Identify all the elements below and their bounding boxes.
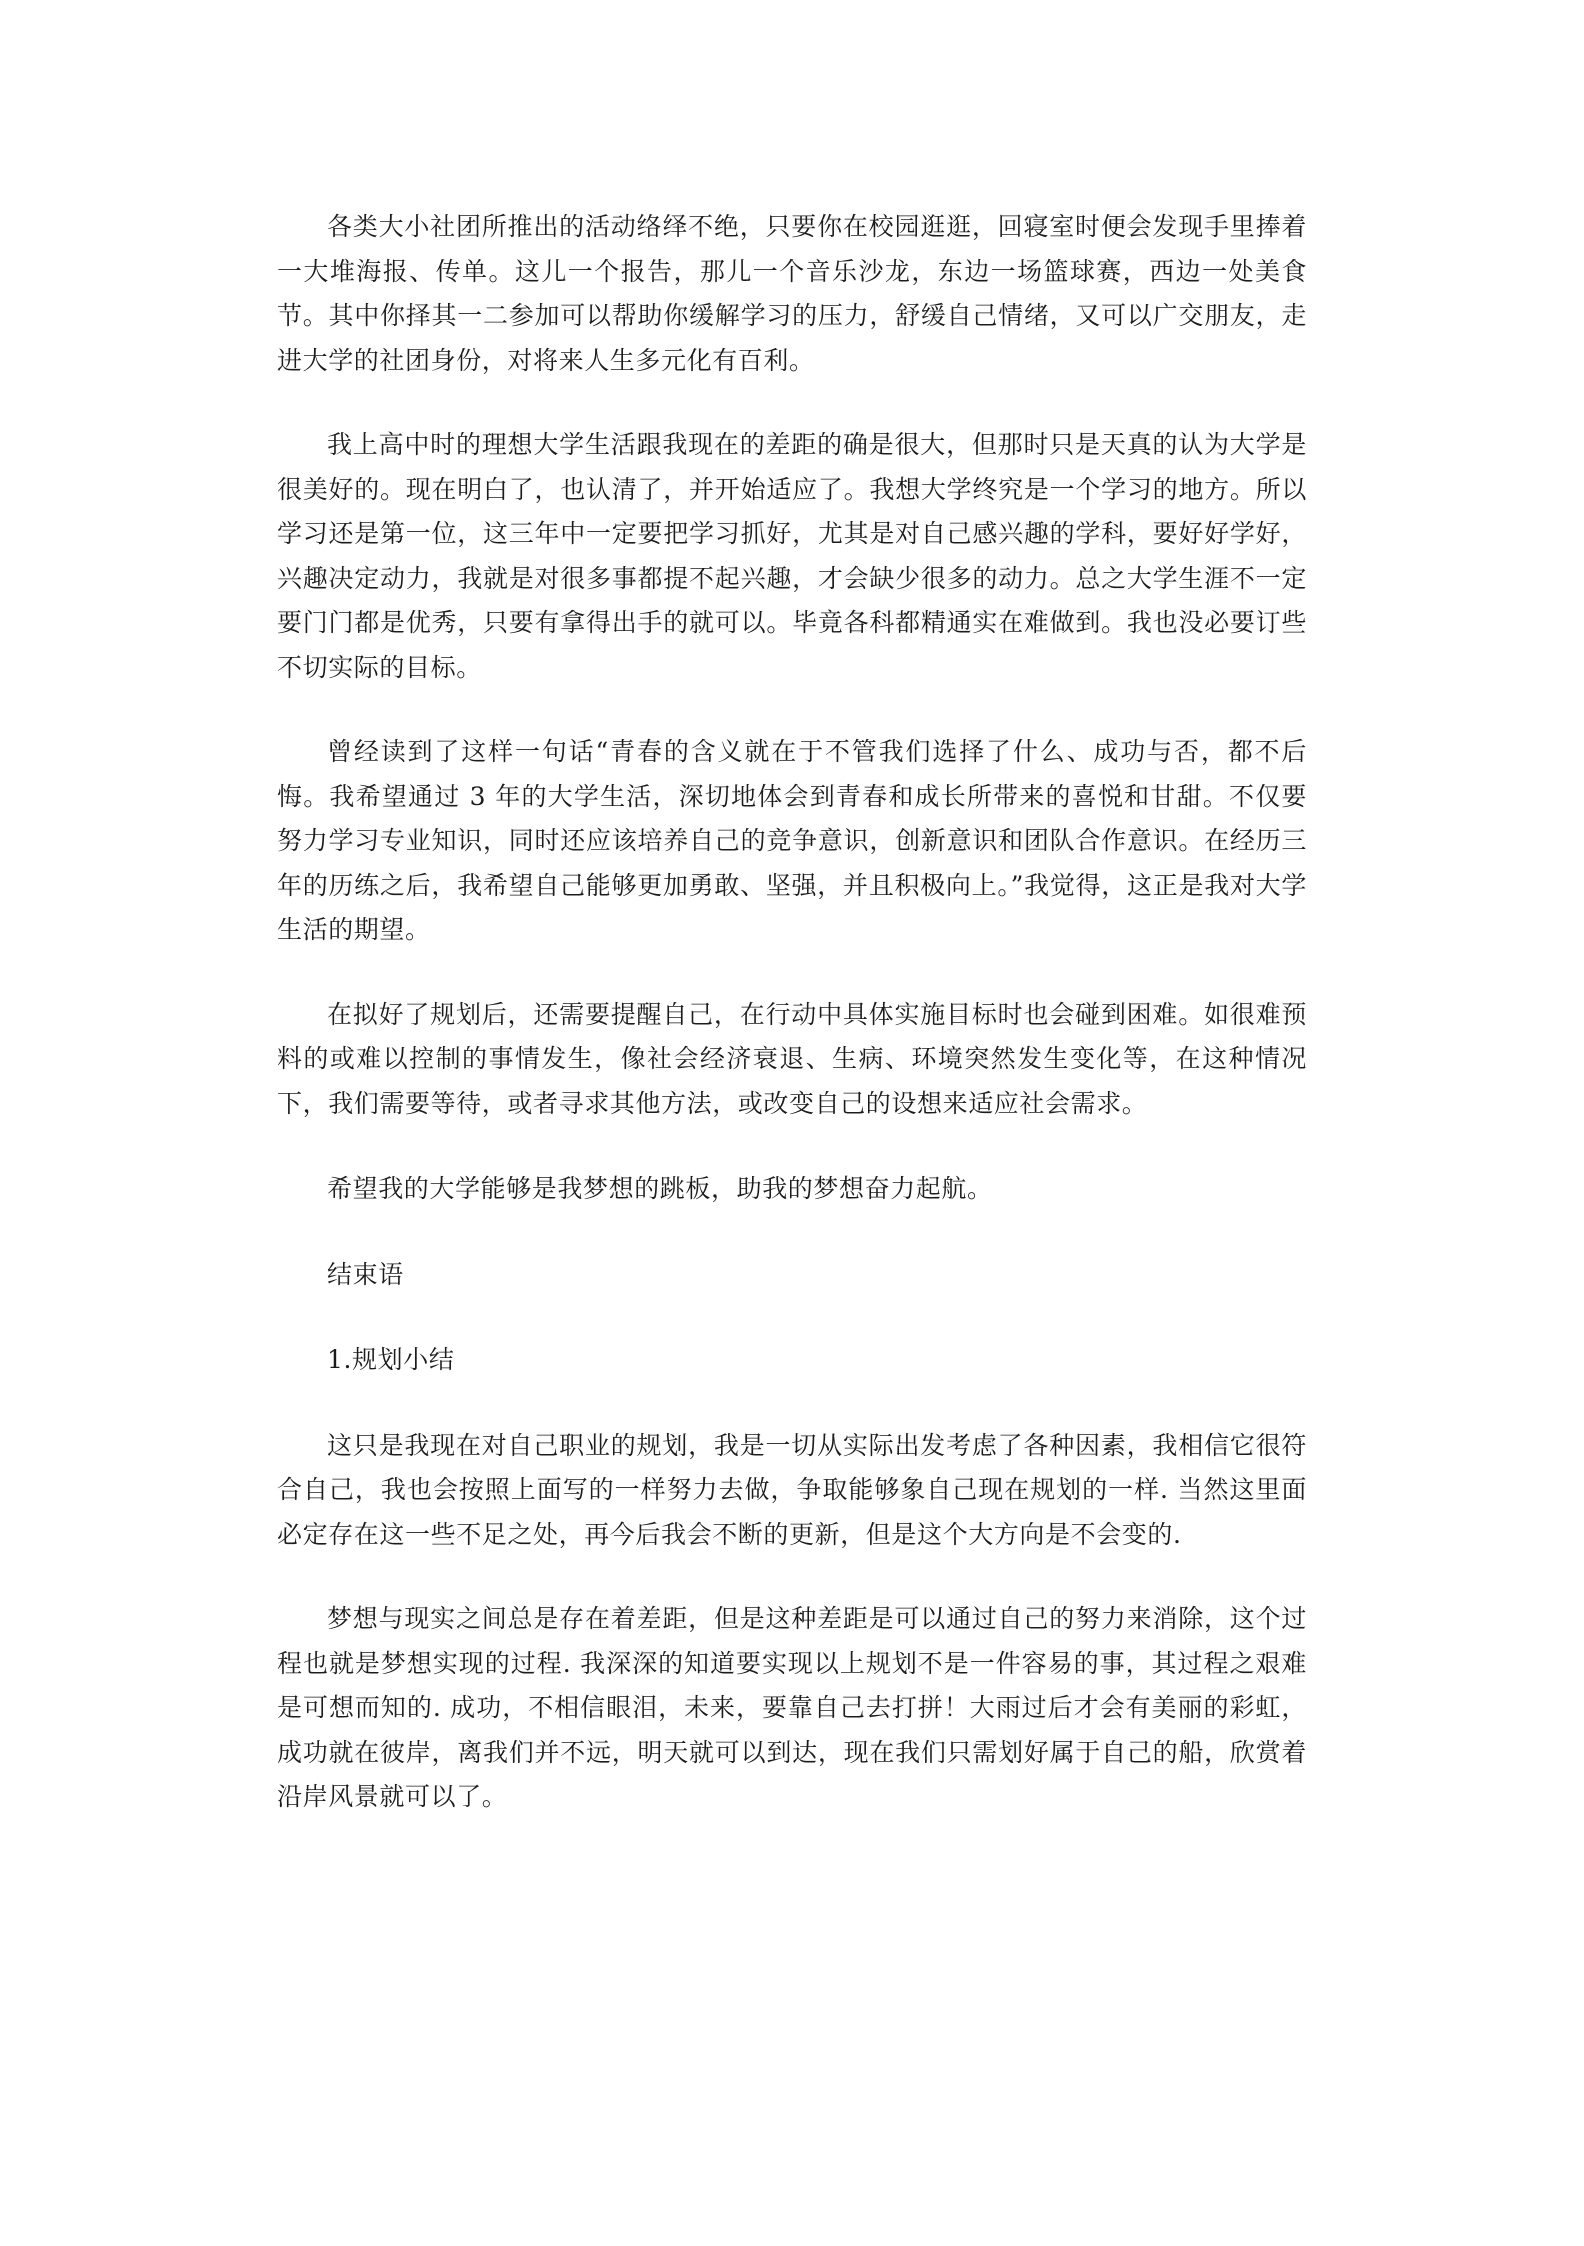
paragraph-youth-quote: 曾经读到了这样一句话“青春的含义就在于不管我们选择了什么、成功与否，都不后悔。我希望通过 3 年的大学生活，深切地体会到青春和成长所带来的喜悦和甘甜。不仅要努力学习专业知识，同时还应该培养自己的竞争意识，创新意识和团队合作意识。在经历三年的历练之后，我希望自己能够更加勇敢、坚强，并且积极向上。”我觉得，这正是我对大学生活的期望。 [277,737,1307,944]
paragraph-hope: 希望我的大学能够是我梦想的跳板，助我的梦想奋力起航。 [327,1174,993,1203]
paragraph-ideal-vs-reality: 我上高中时的理想大学生活跟我现在的差距的确是很大，但那时只是天真的认为大学是很美好的。现在明白了，也认清了，并开始适应了。我想大学终究是一个学习的地方。所以学习还是第一位，这三年中一定要把学习抓好，尤其是对自己感兴趣的学科，要好好学好，兴趣决定动力，我就是对很多事都提不起兴趣，才会缺少很多的动力。总之大学生涯不一定要门门都是优秀，只要有拿得出手的就可以。毕竟各科都精通实在难做到。我也没必要订些不切实际的目标。 [277,430,1307,682]
paragraph-club-activities: 各类大小社团所推出的活动络绎不绝，只要你在校园逛逛，回寝室时便会发现手里捧着一大堆海报、传单。这儿一个报告，那儿一个音乐沙龙，东边一场篮球赛，西边一处美食节。其中你择其一二参加可以帮助你缓解学习的压力，舒缓自己情绪，又可以广交朋友，走进大学的社团身份，对将来人生多元化有百利。 [277,212,1307,375]
sub-heading: 1.规划小结 [327,1345,455,1374]
paragraph-difficulties: 在拟好了规划后，还需要提醒自己，在行动中具体实施目标时也会碰到困难。如很难预料的或难以控制的事情发生，像社会经济衰退、生病、环境突然发生变化等，在这种情况下，我们需要等待，或者寻求其他方法，或改变自己的设想来适应社会需求。 [277,999,1307,1118]
closing-heading: 结束语 [327,1259,404,1289]
paragraph-plan-summary: 这只是我现在对自己职业的规划，我是一切从实际出发考虑了各种因素，我相信它很符合自己，我也会按照上面写的一样努力去做，争取能够象自己现在规划的一样. 当然这里面必定存在这一些不足之处，再今后我会不断的更新，但是这个大方向是不会变的. [277,1430,1307,1549]
paragraph-dream-reality: 梦想与现实之间总是存在着差距，但是这种差距是可以通过自己的努力来消除，这个过程也就是梦想实现的过程. 我深深的知道要实现以上规划不是一件容易的事，其过程之艰难是可想而知的. 成功，不相信眼泪，未来，要靠自己去打拼！大雨过后才会有美丽的彩虹，成功就在彼岸，离我们并不远，明天就可以到达，现在我们只需划好属于自己的船，欣赏着沿岸风景就可以了。 [277,1604,1307,1811]
document-body [277,205,1307,1820]
